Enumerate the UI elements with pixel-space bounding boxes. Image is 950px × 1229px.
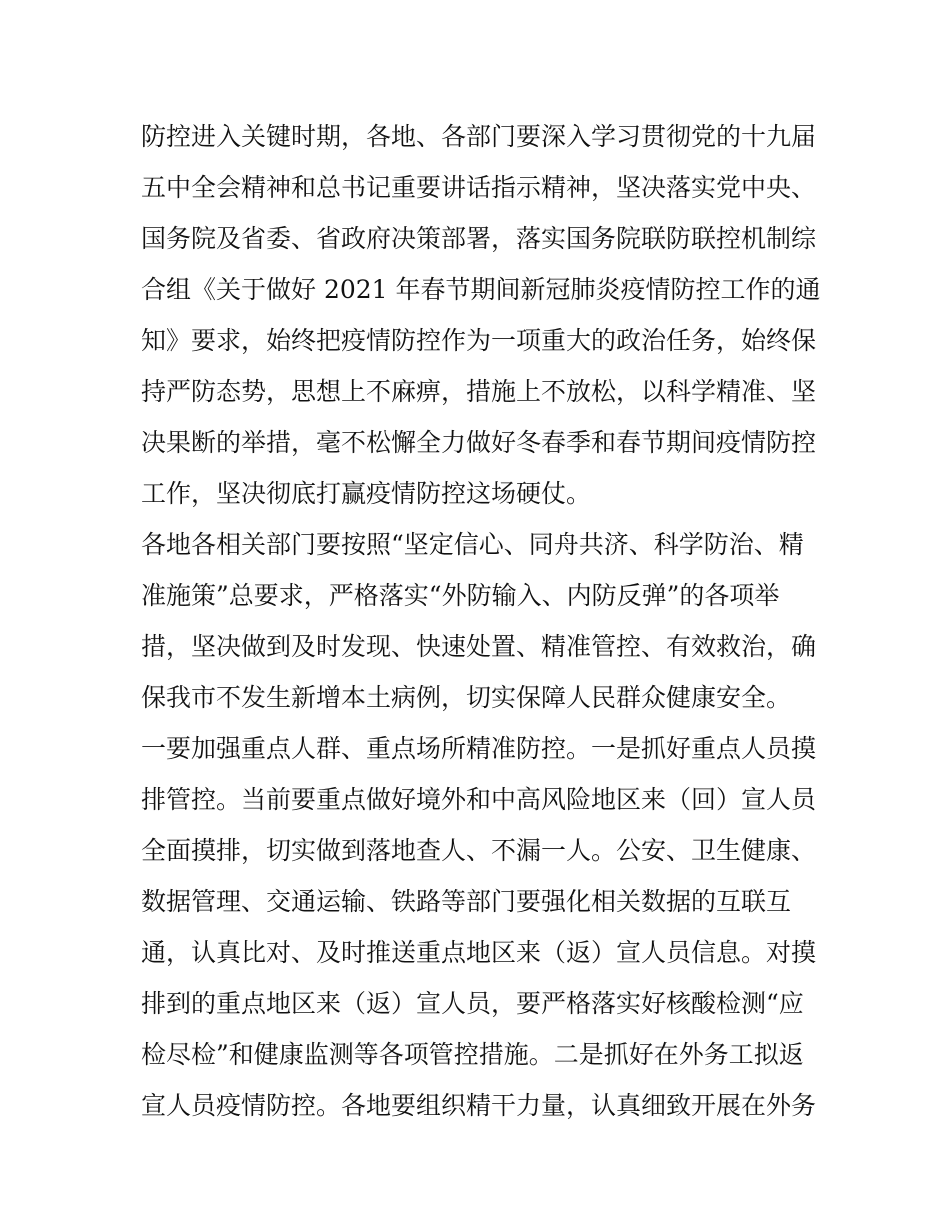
text-line: 措，坚决做到及时发现、快速处置、精准管控、有效救治，确 bbox=[141, 632, 817, 661]
text-line: 知》要求，始终把疫情防控作为一项重大的政治任务，始终保 bbox=[141, 326, 817, 355]
text-line: 宣人员疫情防控。各地要组织精干力量，认真细致开展在外务 bbox=[141, 1091, 817, 1120]
text-line: 持严防态势，思想上不麻痹，措施上不放松，以科学精准、坚 bbox=[141, 377, 817, 406]
text-line: 检尽检”和健康监测等各项管控措施。二是抓好在外务工拟返 bbox=[141, 1040, 804, 1069]
paragraph-3 bbox=[141, 723, 821, 1131]
text-line: 准施策”总要求，严格落实“外防输入、内防反弹”的各项举 bbox=[141, 581, 780, 610]
paragraph-2 bbox=[141, 519, 821, 723]
text-line: 各地各相关部门要按照“坚定信心、同舟共济、科学防治、精 bbox=[141, 530, 804, 559]
text-line: 排到的重点地区来（返）宣人员，要严格落实好核酸检测“应 bbox=[141, 989, 804, 1018]
text-line: 数据管理、交通运输、铁路等部门要强化相关数据的互联互 bbox=[141, 887, 792, 916]
text-line: 五中全会精神和总书记重要讲话指示精神，坚决落实党中央、 bbox=[141, 173, 817, 202]
text-line: 一要加强重点人群、重点场所精准防控。一是抓好重点人员摸 bbox=[141, 734, 817, 763]
document-body bbox=[141, 111, 821, 1131]
text-line: 防控进入关键时期，各地、各部门要深入学习贯彻党的十九届 bbox=[141, 122, 817, 151]
text-line: 排管控。当前要重点做好境外和中高风险地区来（回）宣人员 bbox=[141, 785, 817, 814]
text-line: 国务院及省委、省政府决策部署，落实国务院联防联控机制综 bbox=[141, 224, 817, 253]
text-line: 决果断的举措，毫不松懈全力做好冬春季和春节期间疫情防控 bbox=[141, 428, 817, 457]
paragraph-1 bbox=[141, 111, 821, 519]
text-line: 合组《关于做好 2021 年春节期间新冠肺炎疫情防控工作的通 bbox=[141, 275, 821, 304]
text-line: 全面摸排，切实做到落地查人、不漏一人。公安、卫生健康、 bbox=[141, 836, 817, 865]
text-line: 通，认真比对、及时推送重点地区来（返）宣人员信息。对摸 bbox=[141, 938, 817, 967]
text-line: 保我市不发生新增本土病例，切实保障人民群众健康安全。 bbox=[141, 683, 792, 712]
text-line: 工作，坚决彻底打赢疫情防控这场硬仗。 bbox=[141, 479, 592, 508]
